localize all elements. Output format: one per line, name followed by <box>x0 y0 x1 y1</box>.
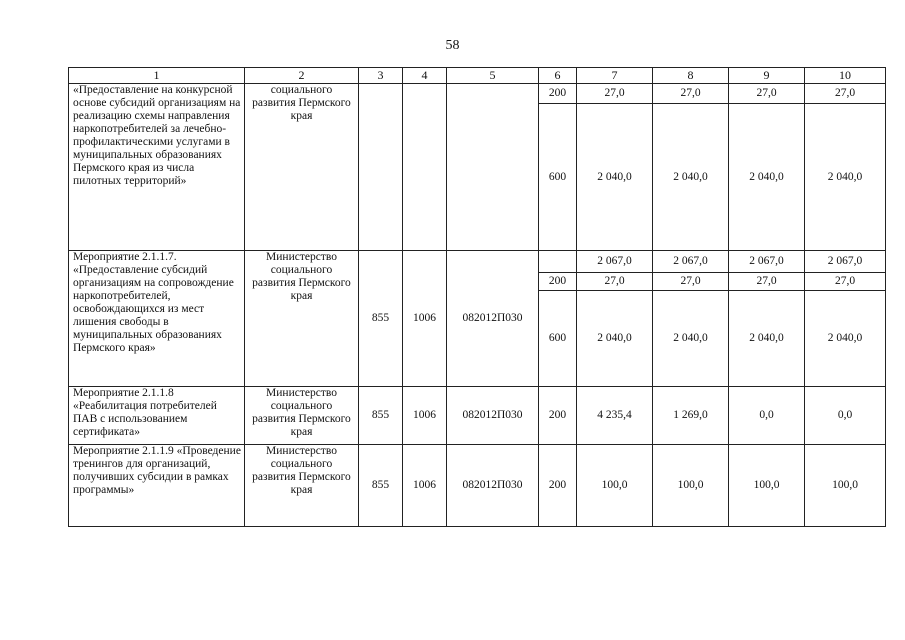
measure-name-cell: Мероприятие 2.1.1.9 «Проведение тренингов для организаций, получивших субсидии в рамках программы» <box>69 445 245 527</box>
table-row <box>69 84 886 104</box>
cell-c6: 200 <box>539 84 577 104</box>
executor-cell: Министерство социального развития Пермского края <box>245 251 359 387</box>
cell-c9: 2 040,0 <box>729 104 805 251</box>
cell-c3: 855 <box>359 445 403 527</box>
cell-c9: 2 040,0 <box>729 291 805 387</box>
cell-c5: 082012П030 <box>447 445 539 527</box>
cell-c6: 600 <box>539 104 577 251</box>
cell-c10: 2 040,0 <box>805 104 886 251</box>
executor-cell: Министерство социального развития Пермского края <box>245 387 359 445</box>
cell-c3: 855 <box>359 387 403 445</box>
cell-c8: 2 067,0 <box>653 251 729 273</box>
cell-c10: 100,0 <box>805 445 886 527</box>
cell-c7: 27,0 <box>577 273 653 291</box>
cell-c6 <box>539 251 577 273</box>
cell-c8: 2 040,0 <box>653 291 729 387</box>
table-row <box>69 251 886 273</box>
cell-c8: 1 269,0 <box>653 387 729 445</box>
column-header: 1 <box>69 68 245 84</box>
table-row <box>69 387 886 445</box>
measure-name-cell: «Предоставление на конкурсной основе субсидий организациям на реализацию схемы направления наркопотребителей за лечебно-профилактическими услугами в муниципальных образованиях Пермского края из числа пилотных территорий» <box>69 84 245 251</box>
cell-c9: 27,0 <box>729 84 805 104</box>
column-header: 10 <box>805 68 886 84</box>
cell-c6: 200 <box>539 445 577 527</box>
budget-table <box>68 67 886 527</box>
cell-c9: 0,0 <box>729 387 805 445</box>
cell-c7: 2 067,0 <box>577 251 653 273</box>
measure-name-cell: Мероприятие 2.1.1.8 «Реабилитация потребителей ПАВ с использованием сертификата» <box>69 387 245 445</box>
cell-c10: 27,0 <box>805 273 886 291</box>
cell-c5: 082012П030 <box>447 251 539 387</box>
page-number: 58 <box>445 38 460 53</box>
header-row <box>69 68 886 84</box>
column-header: 2 <box>245 68 359 84</box>
cell-c4: 1006 <box>403 445 447 527</box>
cell-c10: 27,0 <box>805 84 886 104</box>
cell-c8: 100,0 <box>653 445 729 527</box>
cell-c7: 2 040,0 <box>577 104 653 251</box>
cell-c6: 200 <box>539 387 577 445</box>
column-header: 3 <box>359 68 403 84</box>
cell-c4: 1006 <box>403 251 447 387</box>
cell-c3: 855 <box>359 251 403 387</box>
column-header: 5 <box>447 68 539 84</box>
cell-c5: 082012П030 <box>447 387 539 445</box>
cell-c10: 0,0 <box>805 387 886 445</box>
cell-c7: 4 235,4 <box>577 387 653 445</box>
column-header: 7 <box>577 68 653 84</box>
cell-c5 <box>447 84 539 251</box>
cell-c9: 27,0 <box>729 273 805 291</box>
cell-c4 <box>403 84 447 251</box>
column-header: 9 <box>729 68 805 84</box>
cell-c8: 2 040,0 <box>653 104 729 251</box>
cell-c8: 27,0 <box>653 273 729 291</box>
cell-c4: 1006 <box>403 387 447 445</box>
cell-c6: 200 <box>539 273 577 291</box>
column-header: 8 <box>653 68 729 84</box>
cell-c8: 27,0 <box>653 84 729 104</box>
cell-c7: 2 040,0 <box>577 291 653 387</box>
cell-c10: 2 067,0 <box>805 251 886 273</box>
cell-c7: 27,0 <box>577 84 653 104</box>
cell-c9: 2 067,0 <box>729 251 805 273</box>
column-header: 6 <box>539 68 577 84</box>
executor-cell: социального развития Пермского края <box>245 84 359 251</box>
cell-c10: 2 040,0 <box>805 291 886 387</box>
cell-c3 <box>359 84 403 251</box>
cell-c6: 600 <box>539 291 577 387</box>
column-header: 4 <box>403 68 447 84</box>
cell-c9: 100,0 <box>729 445 805 527</box>
executor-cell: Министерство социального развития Пермского края <box>245 445 359 527</box>
cell-c7: 100,0 <box>577 445 653 527</box>
table-row <box>69 445 886 527</box>
measure-name-cell: Мероприятие 2.1.1.7. «Предоставление субсидий организациям на сопровождение наркопотребителей, освобождающихся из мест лишения свободы в муниципальных образованиях Пермского края» <box>69 251 245 387</box>
